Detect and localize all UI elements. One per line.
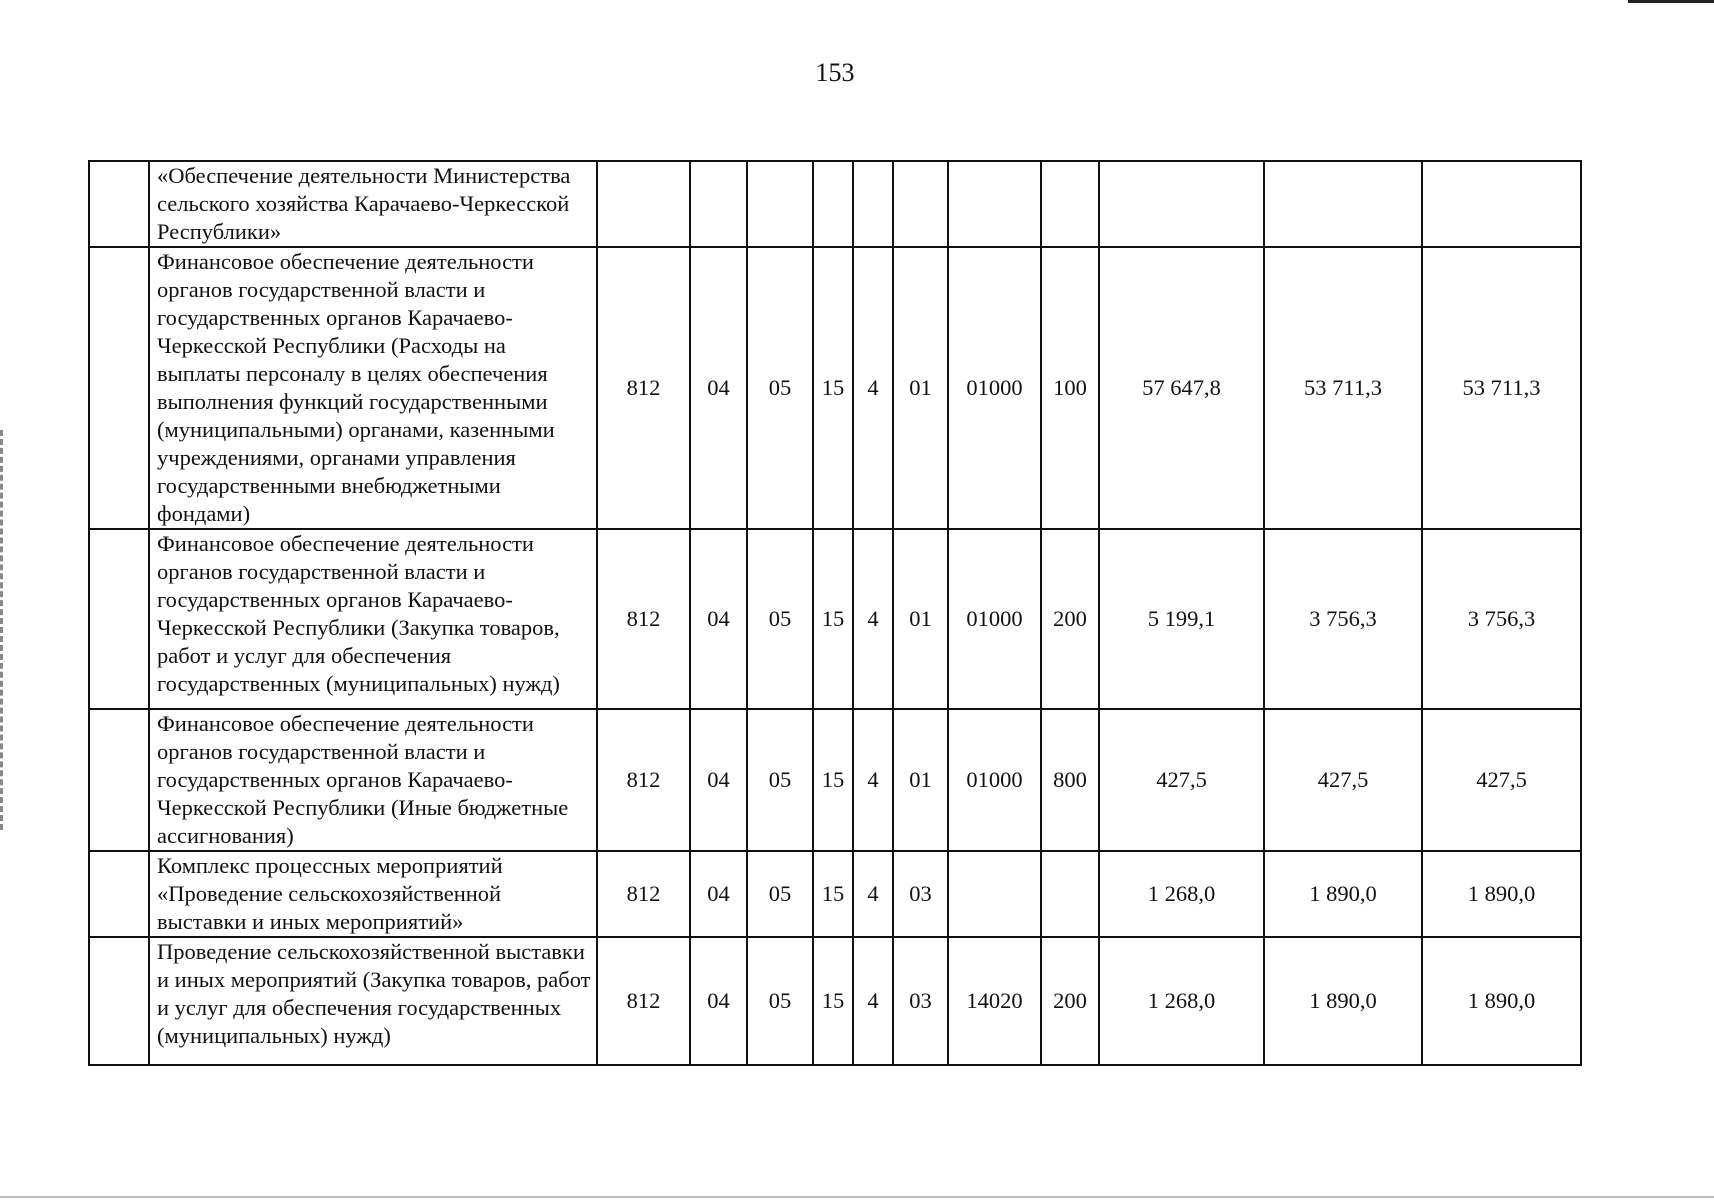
program-code-cell: 15	[813, 529, 853, 709]
structural-element-code-cell: 01	[893, 709, 948, 851]
item-name-cell: Финансовое обеспечение деятельности органов государственной власти и государственных органов Карачаево-Черкесской Республики (Иные бюджетные ассигнования)	[149, 709, 597, 851]
row-index-cell	[89, 247, 149, 529]
amount-year1-cell: 57 647,8	[1099, 247, 1264, 529]
direction-code-cell: 14020	[948, 937, 1041, 1065]
program-type-code-cell: 4	[853, 937, 893, 1065]
table-row	[89, 529, 1581, 709]
scan-edge-mark	[0, 1196, 1714, 1198]
amount-year2-cell: 1 890,0	[1264, 937, 1422, 1065]
row-index-cell	[89, 937, 149, 1065]
program-code-cell: 15	[813, 709, 853, 851]
ministry-code-cell: 812	[597, 851, 690, 937]
amount-year3-cell	[1422, 161, 1581, 247]
amount-year2-cell: 3 756,3	[1264, 529, 1422, 709]
row-index-cell	[89, 851, 149, 937]
amount-year3-cell: 3 756,3	[1422, 529, 1581, 709]
ministry-code-cell	[597, 161, 690, 247]
row-index-cell	[89, 709, 149, 851]
page-number: 153	[815, 58, 855, 87]
amount-year2-cell: 53 711,3	[1264, 247, 1422, 529]
table-row	[89, 161, 1581, 247]
direction-code-cell	[948, 161, 1041, 247]
budget-table	[88, 160, 1582, 1066]
structural-element-code-cell: 03	[893, 851, 948, 937]
expense-type-code-cell: 200	[1041, 529, 1099, 709]
program-type-code-cell	[853, 161, 893, 247]
subsection-code-cell: 05	[747, 851, 813, 937]
subsection-code-cell	[747, 161, 813, 247]
item-name-cell: Проведение сельскохозяйственной выставки и иных мероприятий (Закупка товаров, работ и услуг для обеспечения государственных (муниципальных) нужд)	[149, 937, 597, 1065]
item-name-cell: Комплекс процессных мероприятий «Проведение сельскохозяйственной выставки и иных мероприятий»	[149, 851, 597, 937]
amount-year3-cell: 427,5	[1422, 709, 1581, 851]
row-index-cell	[89, 529, 149, 709]
table-row	[89, 851, 1581, 937]
item-name-cell: «Обеспечение деятельности Министерства сельского хозяйства Карачаево-Черкесской Республики»	[149, 161, 597, 247]
section-code-cell	[690, 161, 747, 247]
expense-type-code-cell: 800	[1041, 709, 1099, 851]
ministry-code-cell: 812	[597, 709, 690, 851]
ministry-code-cell: 812	[597, 247, 690, 529]
structural-element-code-cell: 01	[893, 247, 948, 529]
structural-element-code-cell: 03	[893, 937, 948, 1065]
direction-code-cell: 01000	[948, 529, 1041, 709]
program-code-cell: 15	[813, 937, 853, 1065]
scan-edge-mark	[0, 430, 6, 830]
expense-type-code-cell	[1041, 161, 1099, 247]
subsection-code-cell: 05	[747, 529, 813, 709]
direction-code-cell: 01000	[948, 247, 1041, 529]
ministry-code-cell: 812	[597, 937, 690, 1065]
ministry-code-cell: 812	[597, 529, 690, 709]
program-code-cell: 15	[813, 247, 853, 529]
amount-year2-cell	[1264, 161, 1422, 247]
expense-type-code-cell: 100	[1041, 247, 1099, 529]
subsection-code-cell: 05	[747, 709, 813, 851]
expense-type-code-cell: 200	[1041, 937, 1099, 1065]
program-type-code-cell: 4	[853, 529, 893, 709]
program-code-cell	[813, 161, 853, 247]
amount-year3-cell: 1 890,0	[1422, 851, 1581, 937]
item-name-cell: Финансовое обеспечение деятельности органов государственной власти и государственных органов Карачаево-Черкесской Республики (Закупка товаров, работ и услуг для обеспечения государственных (муниципальных) нужд)	[149, 529, 597, 709]
amount-year1-cell: 427,5	[1099, 709, 1264, 851]
section-code-cell: 04	[690, 937, 747, 1065]
direction-code-cell	[948, 851, 1041, 937]
scan-edge-mark	[1628, 0, 1714, 3]
section-code-cell: 04	[690, 247, 747, 529]
direction-code-cell: 01000	[948, 709, 1041, 851]
row-index-cell	[89, 161, 149, 247]
table-row	[89, 937, 1581, 1065]
table-row	[89, 247, 1581, 529]
item-name-cell: Финансовое обеспечение деятельности органов государственной власти и государственных органов Карачаево-Черкесской Республики (Расходы на выплаты персоналу в целях обеспечения выполнения функций государственными (муниципальными) органами, казенными учреждениями, органами управления государственными внебюджетными фондами)	[149, 247, 597, 529]
amount-year2-cell: 427,5	[1264, 709, 1422, 851]
section-code-cell: 04	[690, 529, 747, 709]
expense-type-code-cell	[1041, 851, 1099, 937]
structural-element-code-cell	[893, 161, 948, 247]
amount-year1-cell	[1099, 161, 1264, 247]
amount-year2-cell: 1 890,0	[1264, 851, 1422, 937]
program-code-cell: 15	[813, 851, 853, 937]
amount-year1-cell: 1 268,0	[1099, 851, 1264, 937]
program-type-code-cell: 4	[853, 247, 893, 529]
program-type-code-cell: 4	[853, 709, 893, 851]
amount-year1-cell: 5 199,1	[1099, 529, 1264, 709]
section-code-cell: 04	[690, 709, 747, 851]
amount-year3-cell: 1 890,0	[1422, 937, 1581, 1065]
program-type-code-cell: 4	[853, 851, 893, 937]
structural-element-code-cell: 01	[893, 529, 948, 709]
amount-year1-cell: 1 268,0	[1099, 937, 1264, 1065]
subsection-code-cell: 05	[747, 937, 813, 1065]
amount-year3-cell: 53 711,3	[1422, 247, 1581, 529]
subsection-code-cell: 05	[747, 247, 813, 529]
table-row	[89, 709, 1581, 851]
section-code-cell: 04	[690, 851, 747, 937]
